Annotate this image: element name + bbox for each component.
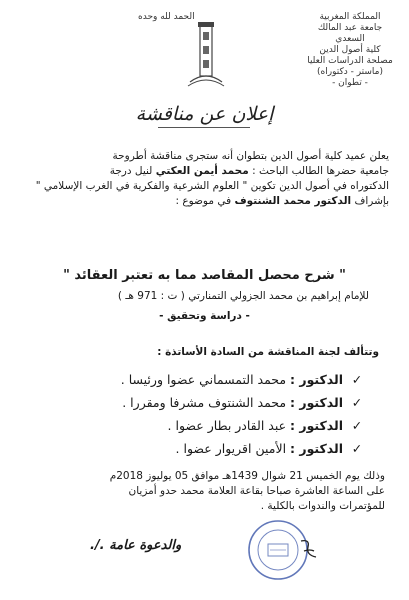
member-role: عضوا ورئيسا . [120,372,196,387]
member-title: الدكتور : [290,372,344,387]
thesis-type: - دراسة وتحقيق - [159,310,250,322]
body-line-2-suffix: لنيل درجة [109,165,153,177]
header-line: المملكة المغربية [319,12,381,22]
body-line-2 [19,165,389,178]
defense-date: وذلك يوم الخميس 21 شوال 1439هـ موافق 05 يوليوز 2018م [109,470,385,482]
member-title: الدكتور : [290,418,344,433]
header-line: (ماستر - دكتوراه) [317,67,383,77]
committee-member [122,395,363,410]
header-motto: الحمد لله وحده [138,12,195,22]
header-line: مصلحة الدراسات العليا [307,56,393,66]
title-underline [158,127,250,128]
check-icon: ✓ [351,395,363,410]
member-role: عضوا . [175,441,212,456]
member-name: الأمين اقريوار [215,441,287,456]
header-line: جامعة عبد المالك السعدي [317,23,383,44]
check-icon: ✓ [351,372,363,387]
check-icon: ✓ [351,441,363,456]
header-line: كلية أصول الدين [319,45,381,55]
committee-member [176,441,363,456]
thesis-title: " شرح محصل المقاصد مما به تعتبر العقائد " [63,268,346,283]
defense-time: على الساعة العاشرة صباحا بقاعة العلامة محمد حدو أمزيان [128,485,385,497]
member-role: عضوا . [167,418,204,433]
student-name: محمد أيمن العكتي [155,165,249,177]
committee-title: وتتألف لجنة المناقشة من السادة الأساتذة : [157,346,379,358]
member-name: عبد القادر بطار [207,418,287,433]
body-line-1: يعلن عميد كلية أصول الدين بتطوان أنه ستجرى مناقشة أطروحة [112,150,389,162]
signature-icon [298,537,320,561]
body-line-4 [19,195,389,208]
committee-member [168,418,363,433]
member-role: مشرفا ومقررا . [122,395,205,410]
university-logo-icon [186,20,226,90]
announcement-title: إعلان عن مناقشة [135,103,274,125]
body-line-3: الدكتوراه في أصول الدين تكوين " العلوم الشرعية والفكرية في الغرب الإسلامي " [35,180,389,192]
check-icon: ✓ [351,418,363,433]
member-title: الدكتور : [290,395,344,410]
closing-invitation: والدعوة عامة ./. [90,538,182,553]
body-line-4-suffix: في موضوع : [175,195,232,207]
body-line-4-prefix: بإشراف [354,195,389,207]
defense-venue: للمؤتمرات والندوات بالكلية . [260,500,385,512]
institution-header [305,12,395,89]
member-name: محمد الشنتوف [208,395,287,410]
member-title: الدكتور : [290,441,344,456]
header-line: - تطوان - [332,78,368,88]
thesis-author: للإمام إبراهيم بن محمد الجزولي التمنارتي ( ت : 971 هـ ) [117,290,369,302]
committee-member [121,372,363,387]
body-line-2-prefix: جامعية حضرها الطالب الباحث : [252,165,389,177]
supervisor-name: الدكتور محمد الشنتوف [234,195,352,207]
member-name: محمد التمسماني [199,372,287,387]
